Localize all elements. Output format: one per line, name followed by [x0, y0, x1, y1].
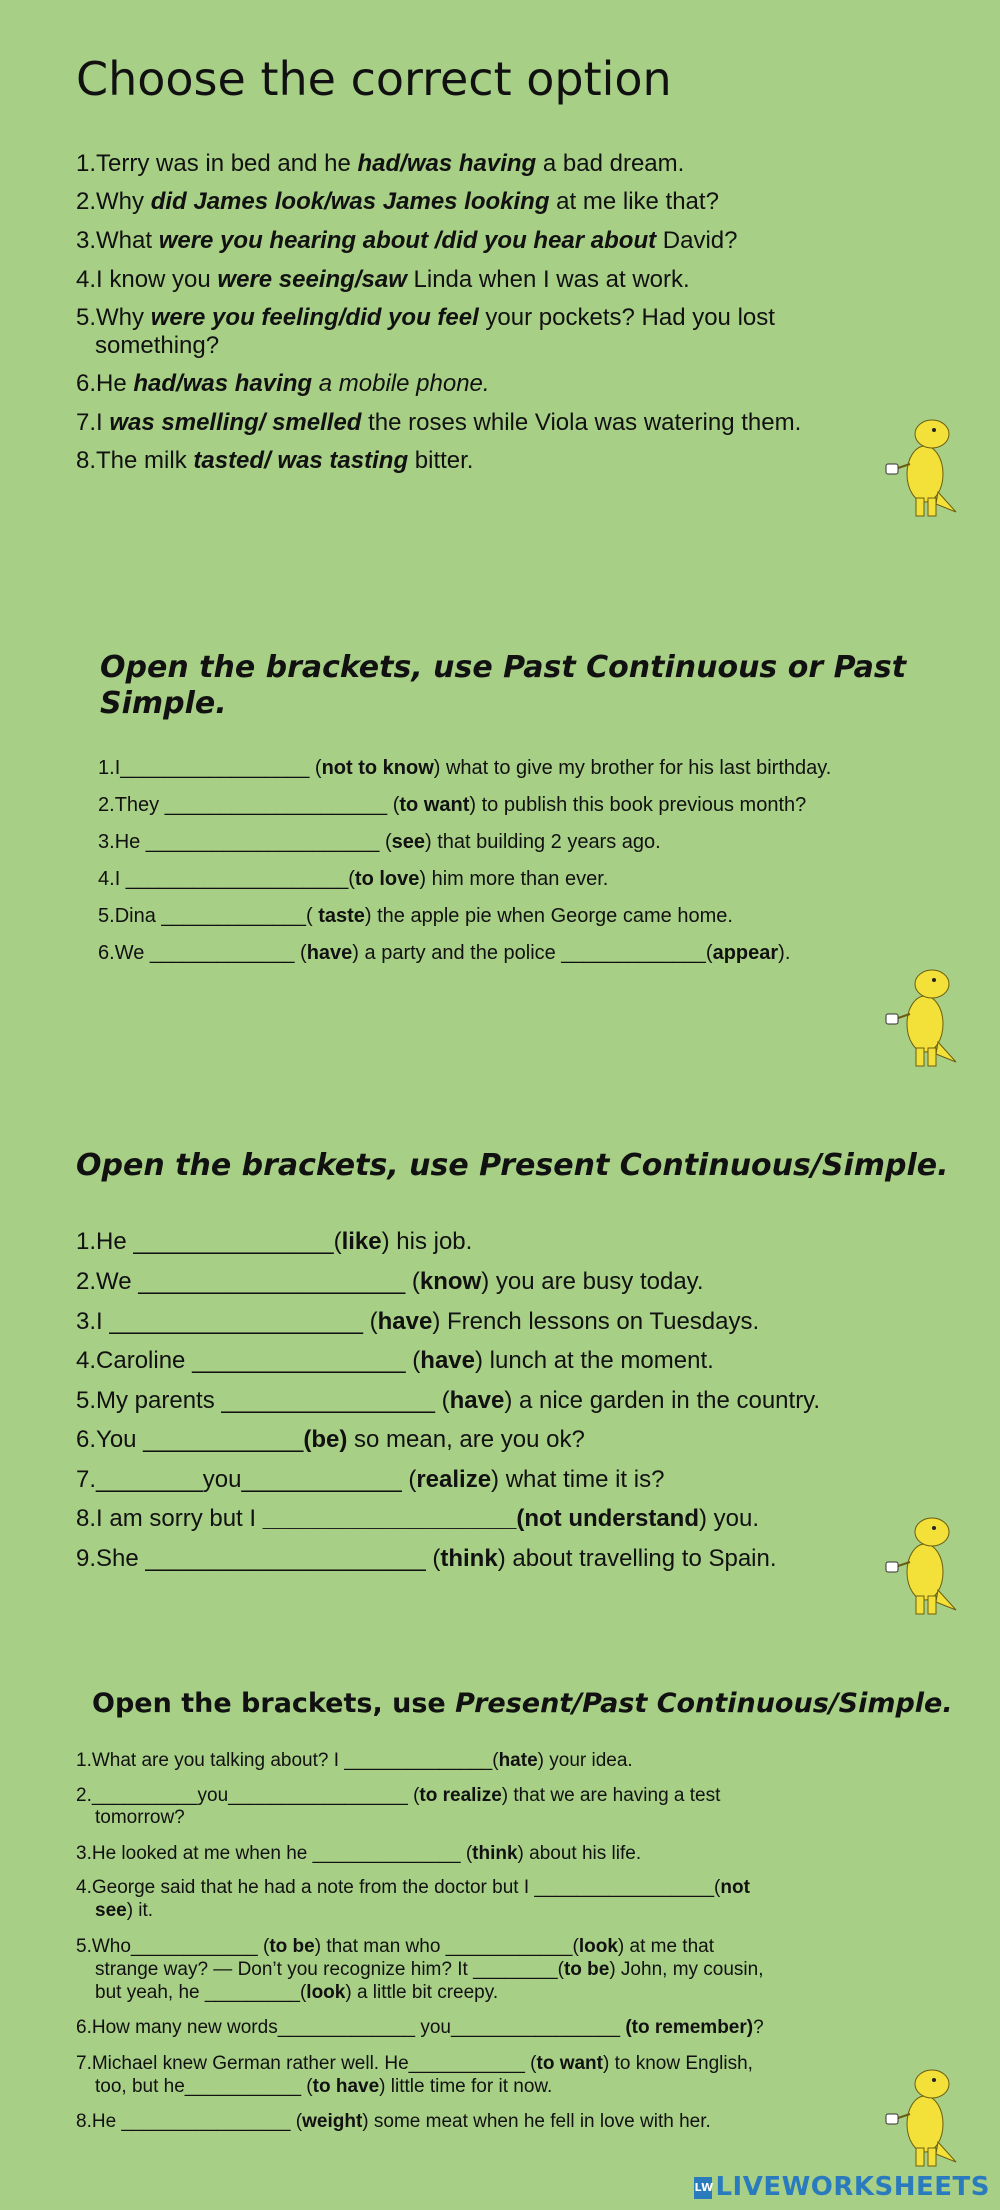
list-item: 8.He ________________ (weight) some meat when he fell in love with her.	[76, 2111, 711, 2132]
list-item: see) it.	[95, 1900, 154, 1921]
dinosaur-icon	[880, 412, 960, 522]
section4-title-plain: Open the brackets, use	[92, 1688, 456, 1719]
list-item: 3.He _____________________ (see) that building 2 years ago.	[98, 831, 661, 853]
section3-title: Open the brackets, use Present Continuous/Simple.	[76, 1148, 949, 1183]
list-item: 6.How many new words_____________ you________________ (to remember)?	[76, 2017, 764, 2038]
section2-title	[100, 650, 906, 722]
liveworksheets-logo-mark: LW	[694, 2177, 712, 2199]
list-item: 5.My parents ________________ (have) a nice garden in the country.	[76, 1387, 821, 1414]
list-item: 2.They ____________________ (to want) to publish this book previous month?	[98, 794, 807, 816]
list-item: too, but he___________ (to have) little time for it now.	[95, 2076, 553, 2097]
list-item: 8.I am sorry but I ___________________(not understand) you.	[76, 1505, 760, 1532]
list-item: 4.Caroline ________________ (have) lunch at the moment.	[76, 1347, 714, 1374]
list-item: 2.Why did James look/was James looking at me like that?	[76, 188, 719, 215]
section1-title: Choose the correct option	[76, 52, 672, 106]
list-item: 1.I_________________ (not to know) what to give my brother for his last birthday.	[98, 757, 832, 779]
list-item: 1.What are you talking about? I ______________(hate) your idea.	[76, 1750, 633, 1771]
list-item: 6.You ____________(be) so mean, are you ok?	[76, 1426, 585, 1453]
section4-title-italic: Present/Past Continuous/Simple.	[455, 1688, 953, 1719]
list-item: 5.Who____________ (to be) that man who ____________(look) at me that	[76, 1936, 714, 1957]
list-item: strange way? — Don’t you recognize him? It ________(to be) John, my cousin,	[95, 1959, 764, 1980]
list-item: 4.I ____________________(to love) him more than ever.	[98, 868, 609, 890]
list-item: 8.The milk tasted/ was tasting bitter.	[76, 447, 474, 474]
list-item: 4.I know you were seeing/saw Linda when I was at work.	[76, 266, 690, 293]
list-item: 1.He _______________(like) his job.	[76, 1228, 473, 1255]
list-item: 7.I was smelling/ smelled the roses while Viola was watering them.	[76, 409, 802, 436]
list-item: 4.George said that he had a note from the doctor but I _________________(not	[76, 1877, 750, 1898]
list-item: but yeah, he _________(look) a little bit creepy.	[95, 1982, 499, 2003]
list-item: 7.________you____________ (realize) what time it is?	[76, 1466, 665, 1493]
list-item: 3.What were you hearing about /did you hear about David?	[76, 227, 738, 254]
dinosaur-icon	[880, 962, 960, 1072]
list-item: 1.Terry was in bed and he had/was having a bad dream.	[76, 150, 685, 177]
list-item: 3.He looked at me when he ______________ (think) about his life.	[76, 1843, 642, 1864]
list-item: something?	[95, 332, 220, 359]
list-item: 5.Why were you feeling/did you feel your pockets? Had you lost	[76, 304, 775, 331]
list-item: 6.We _____________ (have) a party and the police _____________(appear).	[98, 942, 791, 964]
list-item: tomorrow?	[95, 1807, 185, 1828]
liveworksheets-logo[interactable]	[694, 2172, 990, 2202]
liveworksheets-brand-text: LIVEWORKSHEETS	[715, 2172, 990, 2202]
section2-title-line: Open the brackets, use Past Continuous or Past	[100, 650, 907, 685]
list-item: 3.I ___________________ (have) French lessons on Tuesdays.	[76, 1308, 760, 1335]
dinosaur-icon	[880, 1510, 960, 1620]
section2-title-line: Simple.	[100, 686, 227, 721]
list-item: 2.__________you_________________ (to realize) that we are having a test	[76, 1785, 721, 1806]
list-item: 2.We ____________________ (know) you are busy today.	[76, 1268, 704, 1295]
section4-title	[92, 1688, 953, 1719]
dinosaur-icon	[880, 2062, 960, 2172]
list-item: 6.He had/was having a mobile phone.	[76, 370, 490, 397]
list-item: 5.Dina _____________( taste) the apple pie when George came home.	[98, 905, 733, 927]
list-item: 9.She _____________________ (think) about travelling to Spain.	[76, 1545, 777, 1572]
list-item: 7.Michael knew German rather well. He___________ (to want) to know English,	[76, 2053, 753, 2074]
